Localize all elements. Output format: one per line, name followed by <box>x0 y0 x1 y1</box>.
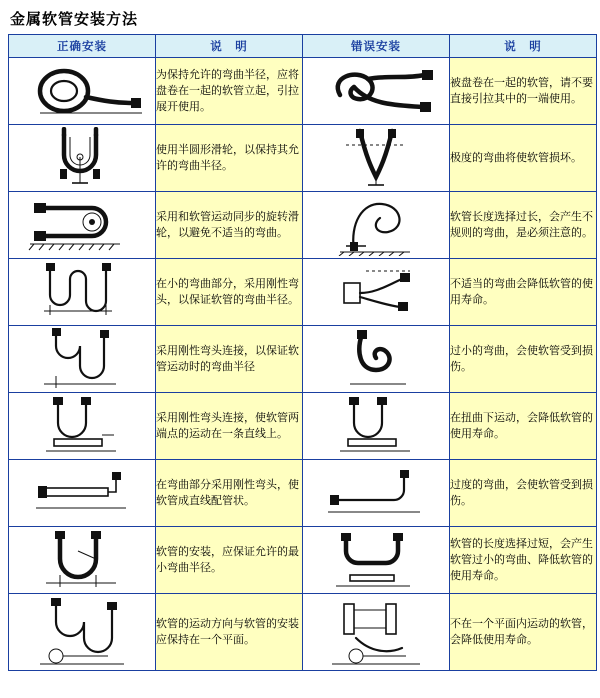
row-note: 软管长度选择过长，会产生不规则的弯曲，是必须注意的。 <box>450 192 597 259</box>
sharp-bend-hose-icon <box>303 125 450 192</box>
improper-bend-icon <box>303 259 450 326</box>
rotating-pulley-chain-icon <box>9 192 156 259</box>
long-hose-irregular-bend-icon <box>303 192 450 259</box>
row-note: 为保持允许的弯曲半径，应将盘卷在一起的软管立起，引拉展开使用。 <box>156 58 303 125</box>
too-long-hose-icon <box>303 527 450 594</box>
torsion-bend-icon <box>303 393 450 460</box>
page-title: 金属软管安装方法 <box>10 10 139 28</box>
table-row <box>9 393 597 460</box>
header-correct-install: 正确安装 <box>9 35 156 58</box>
row-note: 不在一个平面内运动的软管，会降低使用寿命。 <box>450 594 597 671</box>
table-row <box>9 259 597 326</box>
coiled-hose-pulled-icon <box>303 58 450 125</box>
row-note: 在扭曲下运动，会降低软管的使用寿命。 <box>450 393 597 460</box>
rigid-elbow-straight-line-icon <box>9 393 156 460</box>
row-note: 软管的长度选择过短，会产生软管过小的弯曲、降低软管的使用寿命。 <box>450 527 597 594</box>
row-note: 被盘卷在一起的软管，请不要直接引拉其中的一端使用。 <box>450 58 597 125</box>
min-bend-radius-icon <box>9 527 156 594</box>
rigid-elbow-connection-icon <box>9 326 156 393</box>
row-note: 在弯曲部分采用刚性弯头，使软管成直线配管状。 <box>156 460 303 527</box>
table-row <box>9 460 597 527</box>
table-row <box>9 326 597 393</box>
out-of-plane-motion-icon <box>303 594 450 671</box>
table-row <box>9 125 597 192</box>
semicircle-pulley-icon <box>9 125 156 192</box>
table-header-row <box>9 35 597 58</box>
row-note: 软管的运动方向与软管的安装应保持在一个平面。 <box>156 594 303 671</box>
coiled-hose-standing-icon <box>9 58 156 125</box>
header-wrong-install: 错误安装 <box>303 35 450 58</box>
row-note: 过小的弯曲，会使软管受到损伤。 <box>450 326 597 393</box>
excessive-bend-icon <box>303 460 450 527</box>
table-row <box>9 192 597 259</box>
same-plane-motion-icon <box>9 594 156 671</box>
hose-installation-table <box>8 34 597 671</box>
table-row <box>9 527 597 594</box>
row-note: 在小的弯曲部分，采用刚性弯头，以保证软管的弯曲半径。 <box>156 259 303 326</box>
row-note: 极度的弯曲将使软管损坏。 <box>450 125 597 192</box>
row-note: 软管的安装，应保证允许的最小弯曲半径。 <box>156 527 303 594</box>
row-note: 不适当的弯曲会降低软管的使用寿命。 <box>450 259 597 326</box>
table-row <box>9 594 597 671</box>
rigid-elbow-small-bend-icon <box>9 259 156 326</box>
row-note: 使用半圆形滑轮，以保持其允许的弯曲半径。 <box>156 125 303 192</box>
header-correct-note: 说 明 <box>156 35 303 58</box>
row-note: 采用和软管运动同步的旋转滑轮，以避免不适当的弯曲。 <box>156 192 303 259</box>
table-row <box>9 58 597 125</box>
straight-pipe-elbow-icon <box>9 460 156 527</box>
row-note: 采用刚性弯头连接，使软管两端点的运动在一条直线上。 <box>156 393 303 460</box>
too-small-bend-icon <box>303 326 450 393</box>
row-note: 过度的弯曲，会使软管受到损伤。 <box>450 460 597 527</box>
row-note: 采用刚性弯头连接，以保证软管运动时的弯曲半径 <box>156 326 303 393</box>
header-wrong-note: 说 明 <box>450 35 597 58</box>
